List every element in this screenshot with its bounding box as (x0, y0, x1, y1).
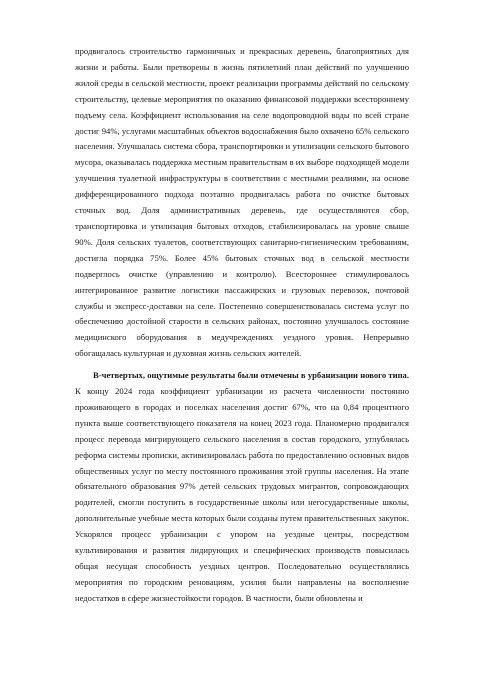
body-text (75, 44, 409, 607)
paragraph-2-lead: В-четвертых, ощутимые результаты были отмечены в урбанизации нового типа. (93, 370, 409, 381)
paragraph-rural-development (75, 44, 409, 362)
paragraph-2-body: К концу 2024 года коэффициент урбанизации из расчета численности постоянно проживающего в городах и поселках населения достиг 67%, что на 0,84 процентного пункта выше соответствующего показателя на конец 2023 года. Планомерно продвигался процесс перевода мигрирующего сельского населения в состав городского, углублялась реформа системы прописки, активизировалась работа по предоставлению основных видов общественных услуг по месту постоянного проживания этой группы населения. На этапе обязательного образования 97% детей сельских трудовых мигрантов, сопровождающих родителей, смогли поступить в государственные школы или негосударственные школы, дополнительные учебные места которых были созданы путем правительственных закупок. Ускорялся процесс урбанизации с упором на уездные центры, посредством культивирования и развития лидирующих и специфических производств повысилась общая несущая способность уездных центров. Последовательно осуществлялись мероприятия по городским реновациям, усилия были направлены на восполнение недостатков в сфере жизнестойкости городов. В частности, были обновлены и (75, 386, 409, 603)
paragraph-urbanization (75, 368, 409, 607)
paragraph-1-text: продвигалось строительство гармоничных и прекрасных деревень, благоприятных для жизни и работы. Были претворены в жизнь пятилетний план действий по улучшению жилой среды в сельской местности, проект реализации программы действий по сельскому строительству, целевые мероприятия по оказанию финансовой поддержки всестороннему подъему села. Коэффициент использования на селе водопроводной воды по всей стране достиг 94%, услугами масштабных объектов водоснабжения было охвачено 65% сельского населения. Улучшалась система сбора, транспортировки и утилизации сельского бытового мусора, оказывалась поддержка местным правительствам в их выборе подходящей модели улучшения туалетной инфраструктуры в соответствии с местными реалиями, на основе дифференцированного подхода поэтапно продвигалась работа по очистке бытовых сточных вод. Доля административных деревень, где осуществляются сбор, транспортировка и утилизация бытовых отходов, стабилизировалась на уровне свыше 90%. Доля сельских туалетов, соответствующих санитарно-гигиеническим требованиям, достигла порядка 75%. Более 45% бытовых сточных вод в сельской местности подверглось очистке (управлению и контролю). Всестороннее стимулировалось интегрированное развитие логистики пассажирских и грузовых перевозок, почтовой службы и экспресс-доставки на селе. Постепенно совершенствовалась система услуг по обеспечению достойной старости в сельских районах, постоянно улучшалось состояние медицинского оборудования в медучреждениях уездного уровня. Непрерывно обогащалась культурная и духовная жизнь сельских жителей. (75, 46, 409, 359)
